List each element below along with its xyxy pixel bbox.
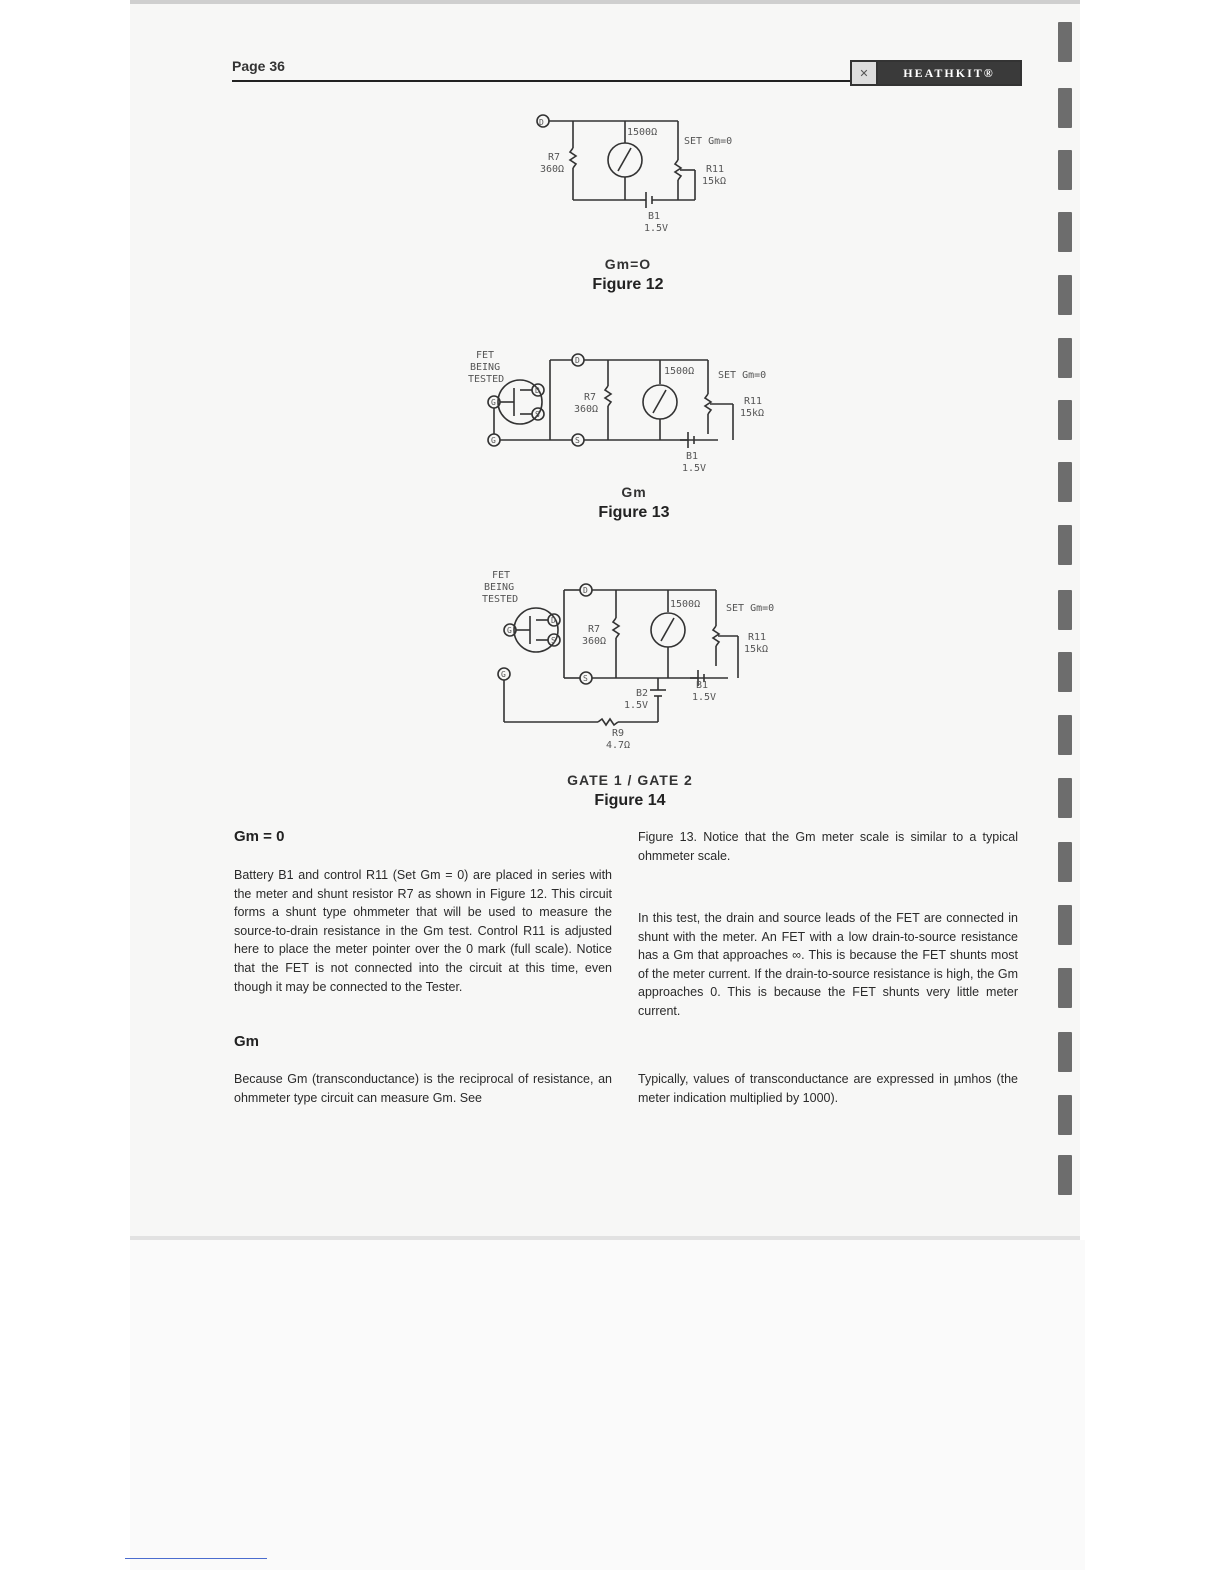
label-r11: R11 — [706, 164, 725, 175]
index-tab — [1058, 905, 1072, 945]
index-tab — [1058, 88, 1072, 128]
index-tab — [1058, 462, 1072, 502]
figure-14-title: Figure 14 — [594, 792, 666, 809]
figure-12-title: Figure 12 — [592, 276, 664, 293]
index-tab — [1058, 275, 1072, 315]
label-b1-value: 1.5V — [682, 463, 707, 474]
paragraph-right-2 — [638, 909, 1018, 1021]
figure-13-schematic — [468, 344, 788, 476]
label-s: S — [575, 436, 580, 445]
label-r9-value: 4.7Ω — [606, 740, 631, 751]
label-being: BEING — [470, 362, 501, 373]
figure-12-schematic — [530, 108, 760, 236]
label-fet: FET — [476, 350, 495, 361]
figure-12-caption — [498, 256, 758, 294]
label-r11-value: 15kΩ — [740, 408, 765, 419]
label-r11: R11 — [744, 396, 763, 407]
index-tab — [1058, 525, 1072, 565]
paragraph-gm-zero-text: Battery B1 and control R11 (Set Gm = 0) are placed in series with the meter and shunt resistor R7 as shown in Figure 12. This circuit forms a shunt type ohmmeter that will be used to measure the source-to-drain resistance in the Gm test. Control R11 is adjusted here to place the meter pointer over the 0 mark (full scale). Notice that the FET is not connected into the circuit at this time, even though it may be connected to the Tester. — [234, 868, 612, 994]
heading-gm-zero: Gm = 0 — [234, 828, 285, 845]
heading-gm: Gm — [234, 1033, 260, 1050]
footer-rule — [125, 1558, 267, 1559]
logo-emblem-icon: ✕ — [852, 62, 878, 84]
label-meter: 1500Ω — [627, 127, 658, 138]
label-meter: 1500Ω — [664, 366, 695, 377]
label-g-top: G — [491, 398, 496, 407]
label-b2-value: 1.5V — [624, 700, 649, 711]
label-r7-value: 360Ω — [574, 404, 599, 415]
index-tab — [1058, 1155, 1072, 1195]
label-b1-value: 1.5V — [644, 223, 669, 234]
paragraph-right-1-text: Figure 13. Notice that the Gm meter scale is similar to a typical ohmmeter scale. — [638, 830, 1018, 863]
figure-14-caption — [500, 772, 760, 810]
index-tab — [1058, 842, 1072, 882]
blank-lower-area — [130, 1240, 1085, 1570]
label-r7-value: 360Ω — [540, 164, 565, 175]
label-r11-value: 15kΩ — [744, 644, 769, 655]
label-s-fet: S — [551, 636, 556, 645]
label-b1-value: 1.5V — [692, 692, 717, 703]
label-r7: R7 — [548, 152, 561, 163]
heathkit-logo — [850, 60, 1022, 86]
label-b2: B2 — [636, 688, 649, 699]
label-r11-value: 15kΩ — [702, 176, 727, 187]
paragraph-gm — [234, 1070, 612, 1107]
label-d: D — [575, 356, 580, 365]
index-tab — [1058, 590, 1072, 630]
label-b1: B1 — [696, 680, 709, 691]
label-b1: B1 — [648, 211, 661, 222]
paragraph-gm-text: Because Gm (transconductance) is the reciprocal of resistance, an ohmmeter type circuit can measure Gm. See — [234, 1072, 612, 1105]
index-tab — [1058, 1095, 1072, 1135]
index-tab — [1058, 400, 1072, 440]
index-tab — [1058, 150, 1072, 190]
index-tab — [1058, 715, 1072, 755]
index-tab — [1058, 338, 1072, 378]
logo-text: HEATHKIT® — [903, 65, 995, 80]
figure-13-subtitle: Gm — [621, 484, 647, 500]
figure-14-schematic — [478, 566, 798, 752]
paragraph-right-3-text: Typically, values of transconductance are expressed in µmhos (the meter indication multiplied by 1000). — [638, 1072, 1018, 1105]
label-being: BEING — [484, 582, 515, 593]
label-d: D — [539, 118, 544, 127]
label-set: SET Gm=0 — [718, 370, 767, 381]
figure-13-title: Figure 13 — [598, 504, 670, 521]
figure-13-caption — [504, 484, 764, 522]
label-tested: TESTED — [468, 374, 505, 385]
label-r7-value: 360Ω — [582, 636, 607, 647]
label-g-bottom: G — [501, 670, 506, 679]
label-d-fet: D — [535, 386, 540, 395]
binder-index-tabs — [1058, 0, 1080, 1210]
label-r11: R11 — [748, 632, 767, 643]
index-tab — [1058, 652, 1072, 692]
label-r7: R7 — [584, 392, 597, 403]
label-r9: R9 — [612, 728, 625, 739]
paragraph-right-1 — [638, 828, 1018, 865]
label-s: S — [583, 674, 588, 683]
label-g-top: G — [507, 626, 512, 635]
paragraph-right-2-text: In this test, the drain and source leads of the FET are connected in shunt with the meter. An FET with a low drain-to-source resistance has a Gm that approaches ∞. This is because the FET shunts most of the meter current. If the drain-to-source resistance is high, the Gm approaches 0. This is because the FET shunts very little meter current. — [638, 911, 1018, 1018]
figure-14-subtitle: GATE 1 / GATE 2 — [567, 772, 693, 788]
label-d-fet: D — [551, 616, 556, 625]
label-tested: TESTED — [482, 594, 519, 605]
index-tab — [1058, 778, 1072, 818]
label-d: D — [583, 586, 588, 595]
index-tab — [1058, 1032, 1072, 1072]
label-meter: 1500Ω — [670, 599, 701, 610]
label-g-bottom: G — [491, 436, 496, 445]
label-fet: FET — [492, 570, 511, 581]
label-s-fet: S — [535, 410, 540, 419]
index-tab — [1058, 968, 1072, 1008]
figure-12-subtitle: Gm=O — [604, 256, 652, 272]
paragraph-gm-zero — [234, 866, 612, 996]
index-tab — [1058, 22, 1072, 62]
paragraph-right-3 — [638, 1070, 1018, 1107]
page-number: Page 36 — [232, 58, 285, 74]
label-r7: R7 — [588, 624, 601, 635]
index-tab — [1058, 212, 1072, 252]
label-b1: B1 — [686, 451, 699, 462]
label-set: SET Gm=0 — [726, 603, 775, 614]
label-set: SET Gm=0 — [684, 136, 733, 147]
